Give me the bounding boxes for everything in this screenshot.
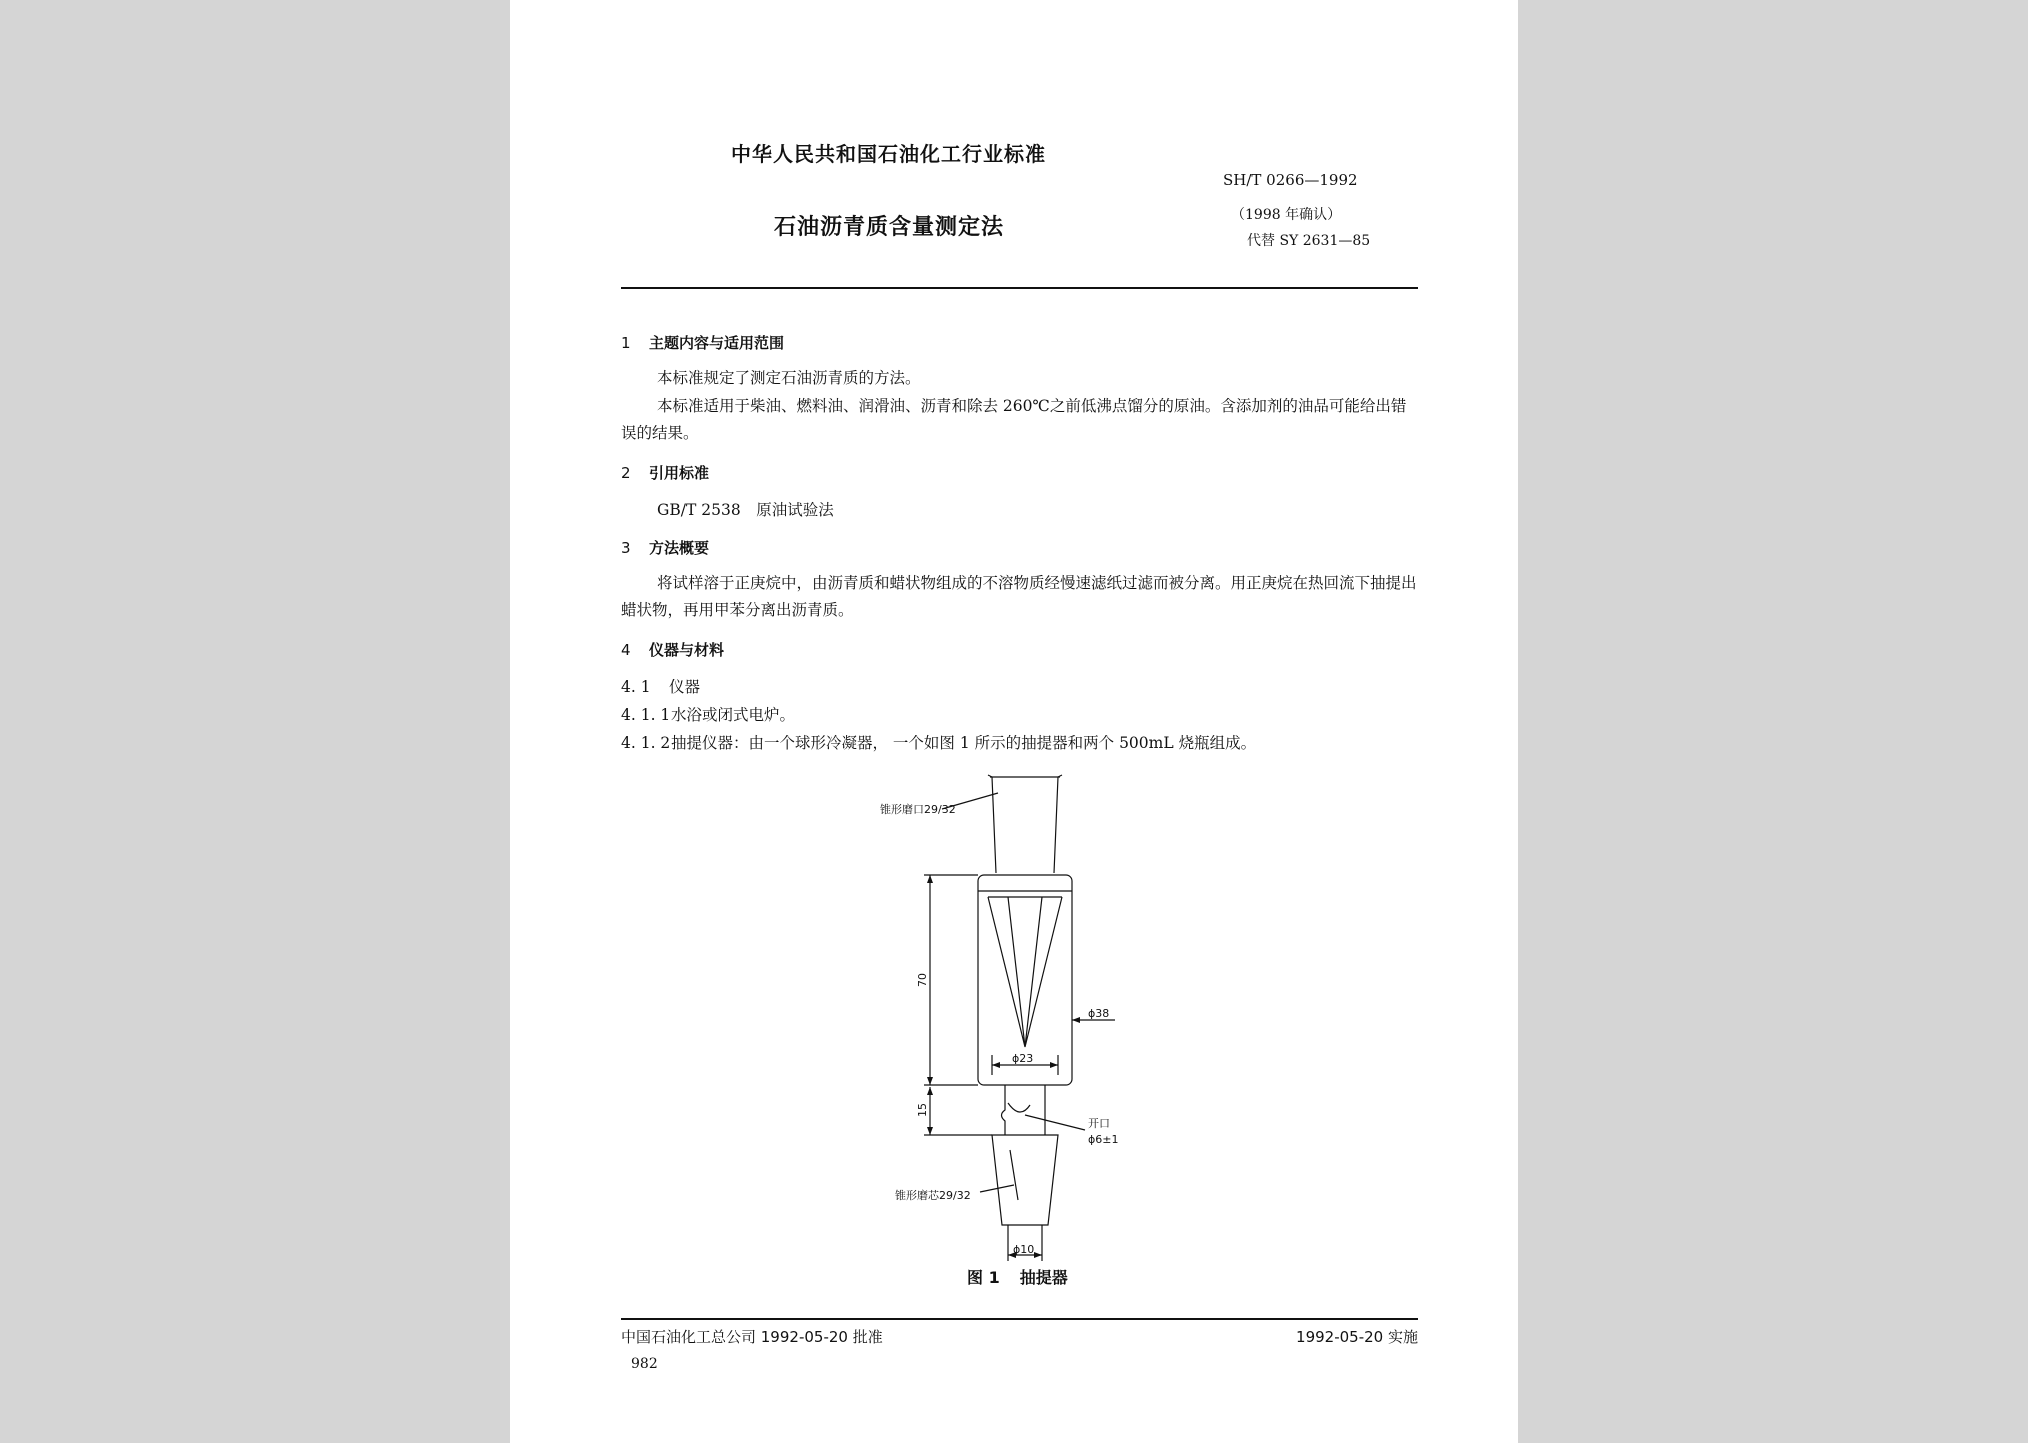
subsection-4-1-text: 仪器 bbox=[669, 678, 701, 696]
approval-note: 中国石油化工总公司 1992-05-20 批准 bbox=[621, 1328, 883, 1346]
document-title: 石油沥青质含量测定法 bbox=[774, 215, 1005, 240]
subsection-4-1-1-number: 4. 1. 1 bbox=[621, 706, 671, 724]
standard-code: SH/T 0266—1992 bbox=[1223, 171, 1358, 189]
bottom-joint-label: 锥形磨芯29/32 bbox=[895, 1189, 971, 1202]
section-1-para-2: 本标准适用于柴油、燃料油、润滑油、沥青和除去 260℃之前低沸点馏分的原油。含添加剂的油品可能给出错误的结果。 bbox=[621, 397, 1407, 442]
section-1-title: 主题内容与适用范围 bbox=[649, 334, 785, 352]
section-2-reference: GB/T 2538 原油试验法 bbox=[657, 501, 834, 519]
opening-leader bbox=[1025, 1115, 1085, 1130]
neck-outline bbox=[1002, 1085, 1046, 1135]
section-2-heading bbox=[621, 462, 709, 483]
bottom-tip bbox=[1008, 1225, 1042, 1245]
section-2-title: 引用标准 bbox=[649, 464, 710, 482]
document-page bbox=[510, 0, 1518, 1443]
section-3-heading bbox=[621, 537, 709, 558]
top-joint-label: 锥形磨口29/32 bbox=[880, 803, 956, 816]
subsection-4-1-1-text: 水浴或闭式电炉。 bbox=[671, 706, 796, 724]
subsection-4-1-1 bbox=[621, 703, 795, 725]
section-1-number: 1 bbox=[621, 334, 631, 352]
page-number: 982 bbox=[631, 1356, 658, 1372]
dim-23-label: ϕ23 bbox=[1012, 1052, 1034, 1065]
opening-label: 开口 bbox=[1088, 1117, 1110, 1130]
bottom-cone-diagonal bbox=[1010, 1150, 1018, 1200]
figure-caption-number: 图 1 bbox=[967, 1268, 1000, 1287]
subsection-4-1-2 bbox=[621, 731, 1256, 753]
replaces-note: 代替 SY 2631—85 bbox=[1247, 233, 1371, 249]
figure-caption-text: 抽提器 bbox=[1019, 1268, 1068, 1287]
dim-38-label: ϕ38 bbox=[1088, 1007, 1110, 1020]
confirm-note: （1998 年确认） bbox=[1231, 207, 1342, 223]
extractor-figure bbox=[880, 765, 1160, 1265]
section-3-number: 3 bbox=[621, 539, 631, 557]
effective-note: 1992-05-20 实施 bbox=[1296, 1328, 1418, 1346]
subsection-4-1-number: 4. 1 bbox=[621, 678, 651, 696]
section-3-para-1: 将试样溶于正庚烷中，由沥青质和蜡状物组成的不溶物质经慢速滤纸过滤而被分离。用正庚烷在热回流下抽提出蜡状物，再用甲苯分离出沥青质。 bbox=[621, 574, 1417, 619]
neck-notch bbox=[1008, 1103, 1030, 1112]
section-4-title: 仪器与材料 bbox=[649, 641, 725, 659]
bottom-cone-outline bbox=[992, 1135, 1058, 1225]
opening-dim-label: ϕ6±1 bbox=[1088, 1133, 1119, 1146]
issuing-org: 中华人民共和国石油化工行业标准 bbox=[731, 142, 1046, 166]
section-1-heading bbox=[621, 332, 784, 353]
section-2-number: 2 bbox=[621, 464, 631, 482]
header-rule bbox=[621, 287, 1418, 289]
section-3-title: 方法概要 bbox=[649, 539, 710, 557]
bottom-joint-leader bbox=[980, 1185, 1014, 1192]
subsection-4-1-2-text: 抽提仪器：由一个球形冷凝器， 一个如图 1 所示的抽提器和两个 500mL 烧瓶组成。 bbox=[671, 734, 1257, 752]
section-4-number: 4 bbox=[621, 641, 631, 659]
top-socket-outline bbox=[990, 777, 1060, 873]
dim-10-label: ϕ10 bbox=[1013, 1243, 1035, 1256]
section-4-heading bbox=[621, 639, 724, 660]
inner-cone bbox=[988, 897, 1062, 1047]
figure-caption bbox=[967, 1265, 1068, 1288]
subsection-4-1 bbox=[621, 675, 700, 697]
dim-15-label: 15 bbox=[916, 1103, 929, 1117]
subsection-4-1-2-number: 4. 1. 2 bbox=[621, 734, 671, 752]
section-1-para-1: 本标准规定了测定石油沥青质的方法。 bbox=[657, 369, 921, 387]
footer-rule bbox=[621, 1318, 1418, 1320]
dim-70-label: 70 bbox=[916, 973, 929, 987]
